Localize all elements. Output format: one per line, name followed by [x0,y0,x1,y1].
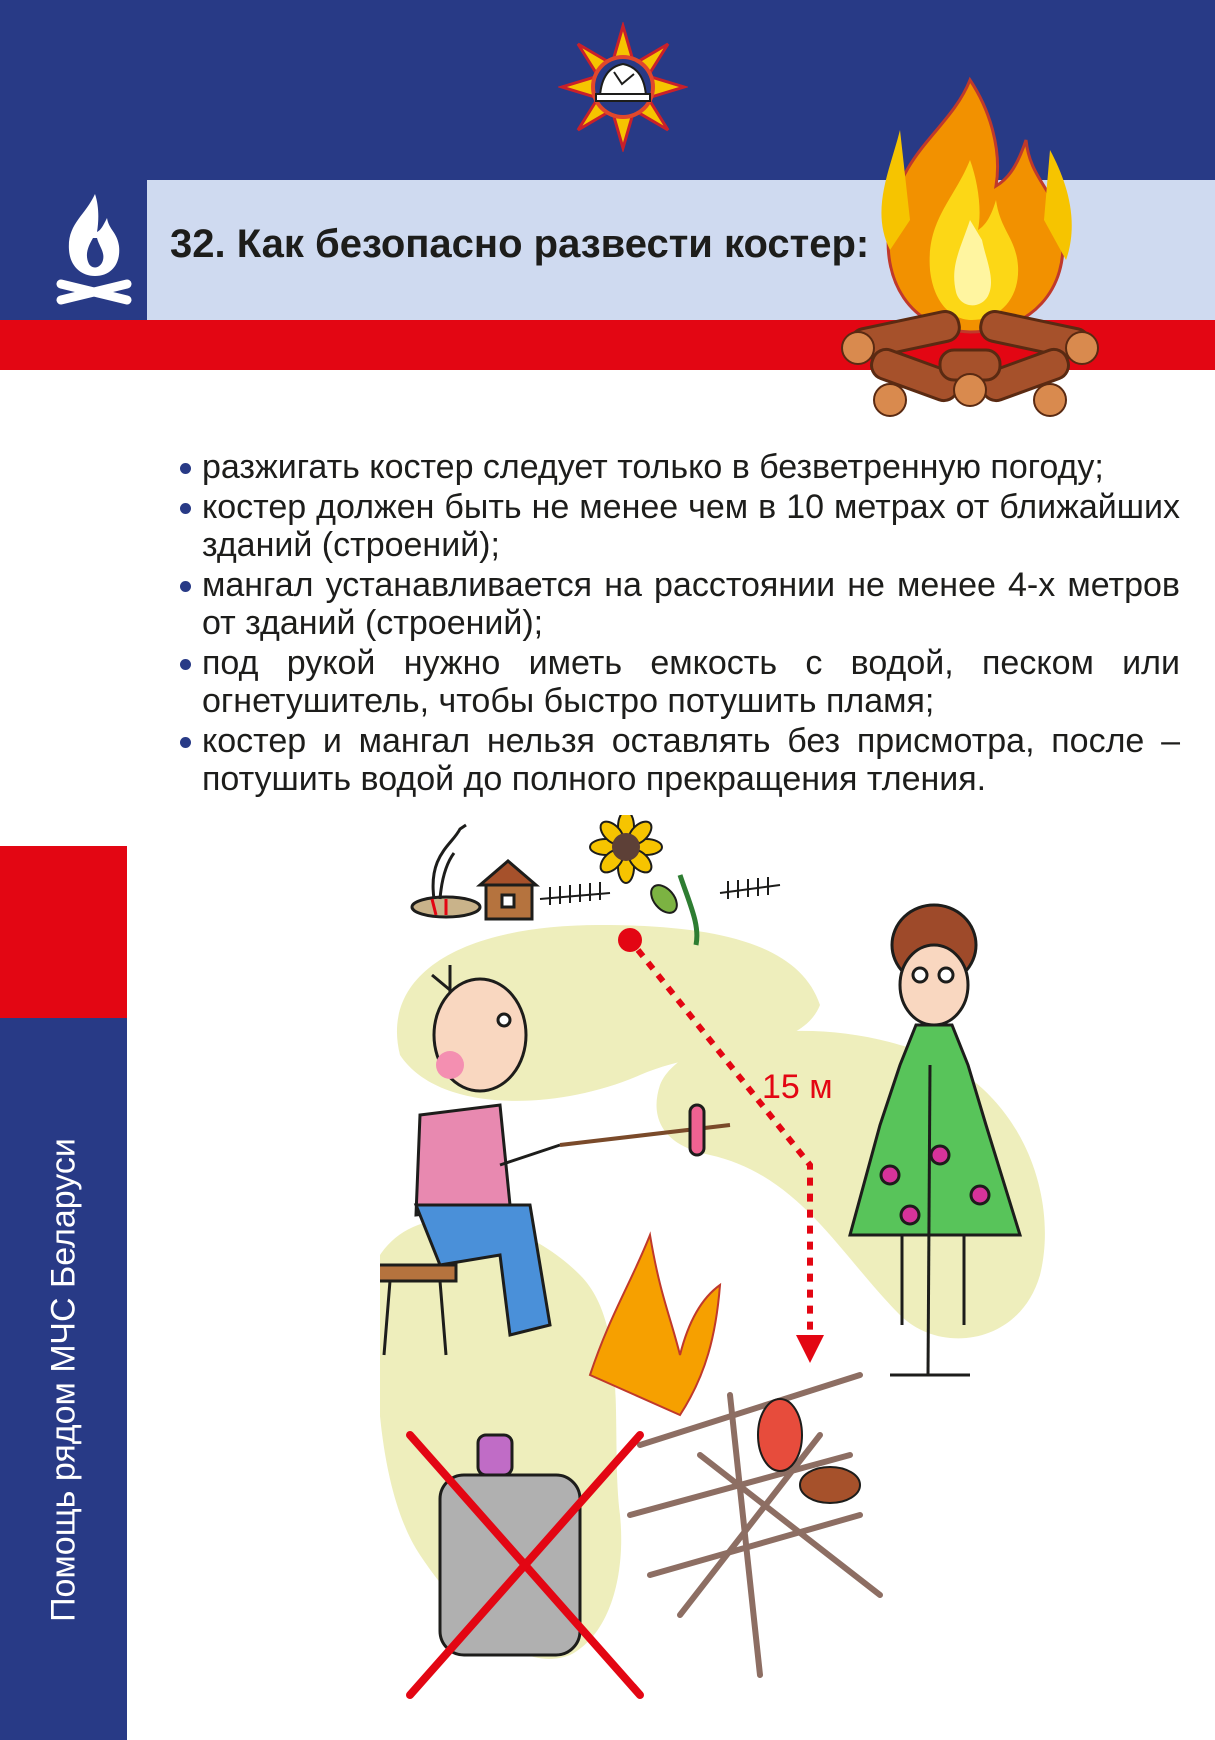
bullet-dot-icon [180,659,191,670]
bullet-dot-icon [180,581,191,592]
rule-item: разжигать костер следует только в безветренную погоду; [180,448,1180,486]
distance-label: 15 м [762,1068,833,1106]
rule-item: под рукой нужно иметь емкость с водой, песком или огнетушитель, чтобы быстро потушить пламя; [180,644,1180,720]
distance-arrow-head [796,1335,824,1363]
campfire-icon [55,190,133,308]
house [480,861,536,919]
page-title: 32. Как безопасно развести костер: [170,222,870,266]
campfire-scene-illustration [380,815,1070,1735]
bullet-dot-icon [180,463,191,474]
sidebar-caption: Помощь рядом МЧС Беларуси [44,1138,83,1622]
sidebar-red-block [0,846,127,1018]
bullet-dot-icon [180,737,191,748]
rule-item: костер и мангал нельзя оставлять без присмотра, после – потушить водой до полного прекращения тления. [180,722,1180,798]
big-fire-icon [830,70,1110,450]
mchs-emblem-icon [558,22,688,152]
rule-item: костер должен быть не менее чем в 10 метрах от ближайших зданий (строений); [180,488,1180,564]
distance-origin-dot [618,928,642,952]
safety-rules-list [180,448,1180,800]
bullet-dot-icon [180,503,191,514]
rule-item: мангал устанавливается на расстоянии не менее 4-х метров от зданий (строений); [180,566,1180,642]
trash-campfire [590,1235,880,1675]
